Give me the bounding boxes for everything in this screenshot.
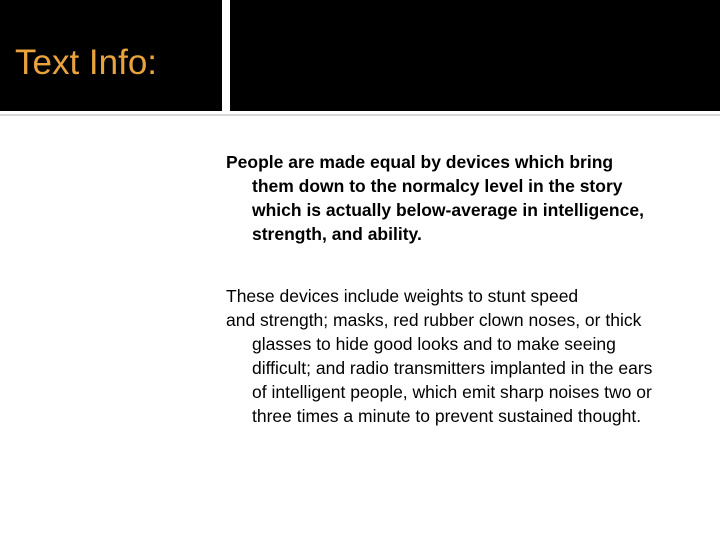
paragraph-2-line: difficult; and radio transmitters implanted in the ears [252, 358, 653, 378]
title-band [0, 0, 222, 111]
paragraph-2-line: of intelligent people, which emit sharp noises two or [252, 382, 652, 402]
slide-title: Text Info: [15, 43, 158, 82]
paragraph-1-line: which is actually below-average in intelligence, [252, 200, 644, 220]
header-divider [222, 0, 230, 111]
header-rule [0, 114, 720, 116]
slide-body [226, 150, 711, 428]
paragraph-2-line: These devices include weights to stunt speed [226, 286, 579, 306]
paragraph-2-line: and strength; masks, red rubber clown noses, or thick [226, 310, 642, 330]
paragraph-2-line: three times a minute to prevent sustained thought. [252, 406, 642, 426]
header-band [230, 0, 720, 111]
paragraph-2-line: glasses to hide good looks and to make seeing [252, 334, 616, 354]
paragraph-1-line: People are made equal by devices which bring [226, 152, 614, 172]
paragraph-handicap-devices [226, 284, 711, 428]
paragraph-1-line: them down to the normalcy level in the story [252, 176, 623, 196]
paragraph-1-line: strength, and ability. [252, 224, 422, 244]
paragraph-equality-devices [226, 150, 711, 246]
